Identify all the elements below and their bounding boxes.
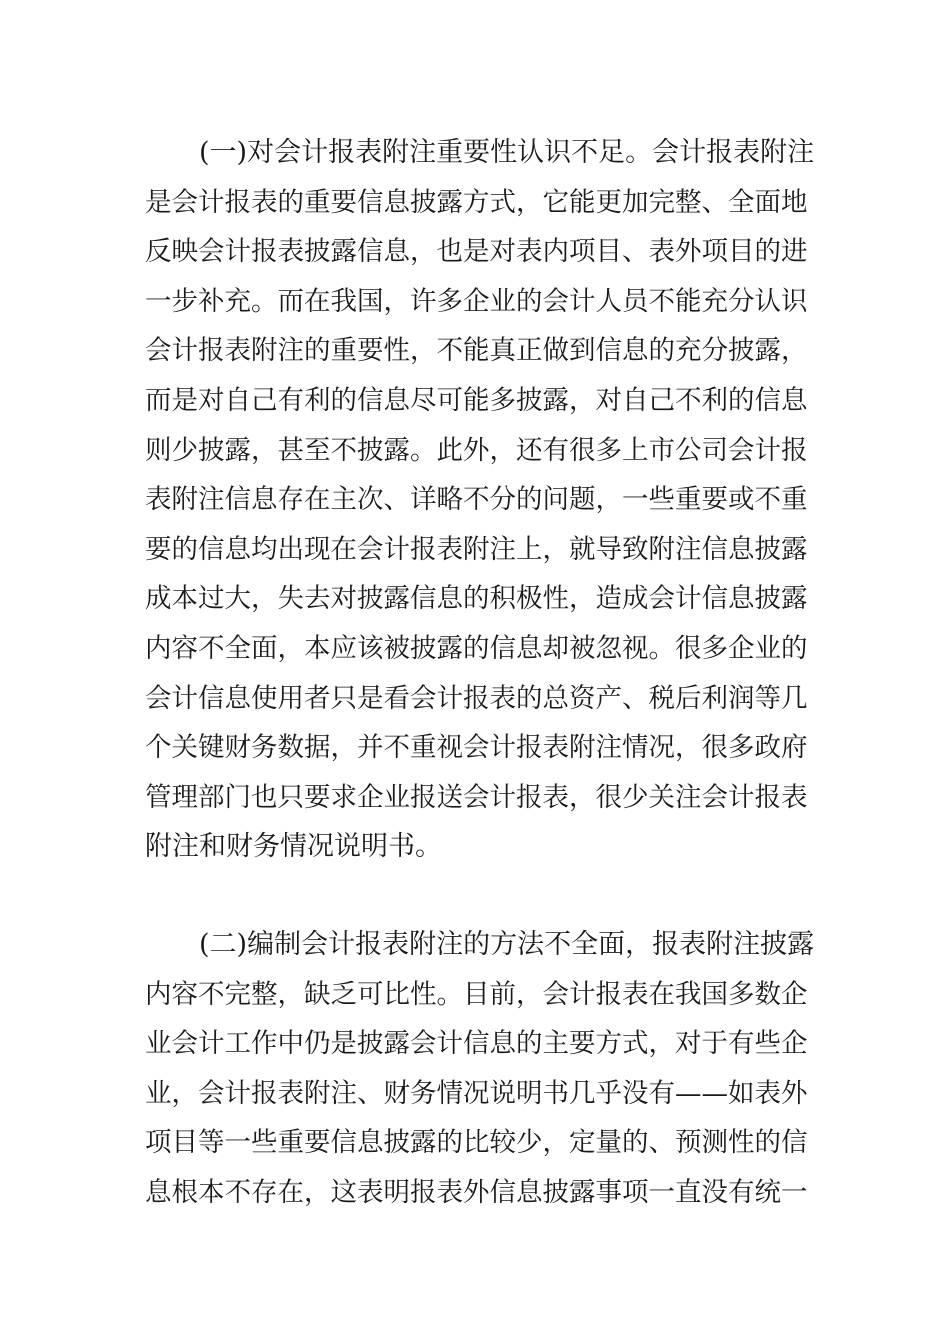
paragraph-line: 表附注信息存在主次、详略不分的问题，一些重要或不重	[145, 484, 808, 516]
paragraph-line: 业，会计报表附注、财务情况说明书几乎没有——如表外	[145, 1077, 808, 1109]
paragraph-2	[145, 920, 815, 1218]
paragraph-line: 是会计报表的重要信息披露方式，它能更加完整、全面地	[145, 186, 808, 218]
paragraph-line: 个关键财务数据，并不重视会计报表附注情况，很多政府	[145, 732, 808, 764]
paragraph-line: 内容不完整，缺乏可比性。目前，会计报表在我国多数企	[145, 978, 808, 1010]
paragraph-line: (一)对会计报表附注重要性认识不足。会计报表附注	[199, 137, 815, 168]
paragraph-1	[145, 128, 815, 872]
paragraph-line: 息根本不存在，这表明报表外信息披露事项一直没有统一	[145, 1176, 808, 1208]
paragraph-line: 管理部门也只要求企业报送会计报表，很少关注会计报表	[145, 781, 808, 813]
paragraph-line: 而是对自己有利的信息尽可能多披露，对自己不利的信息	[145, 384, 808, 416]
paragraph-line: 附注和财务情况说明书。	[145, 831, 442, 863]
paragraph-line: 则少披露，甚至不披露。此外，还有很多上市公司会计报	[145, 434, 808, 466]
paragraph-line: 项目等一些重要信息披露的比较少，定量的、预测性的信	[145, 1127, 808, 1159]
paragraph-line: 会计报表附注的重要性，不能真正做到信息的充分披露，	[145, 335, 808, 367]
paragraph-line: 会计信息使用者只是看会计报表的总资产、税后利润等几	[145, 682, 808, 714]
paragraph-line: 反映会计报表披露信息，也是对表内项目、表外项目的进	[145, 236, 808, 268]
paragraph-line: (二)编制会计报表附注的方法不全面，报表附注披露	[199, 929, 815, 960]
paragraph-line: 业会计工作中仍是披露会计信息的主要方式，对于有些企	[145, 1028, 808, 1060]
paragraph-line: 成本过大，失去对披露信息的积极性，造成会计信息披露	[145, 583, 808, 615]
paragraph-line: 内容不全面，本应该被披露的信息却被忽视。很多企业的	[145, 632, 808, 664]
paragraph-line: 一步补充。而在我国，许多企业的会计人员不能充分认识	[145, 285, 808, 317]
paragraph-line: 要的信息均出现在会计报表附注上，就导致附注信息披露	[145, 533, 808, 565]
